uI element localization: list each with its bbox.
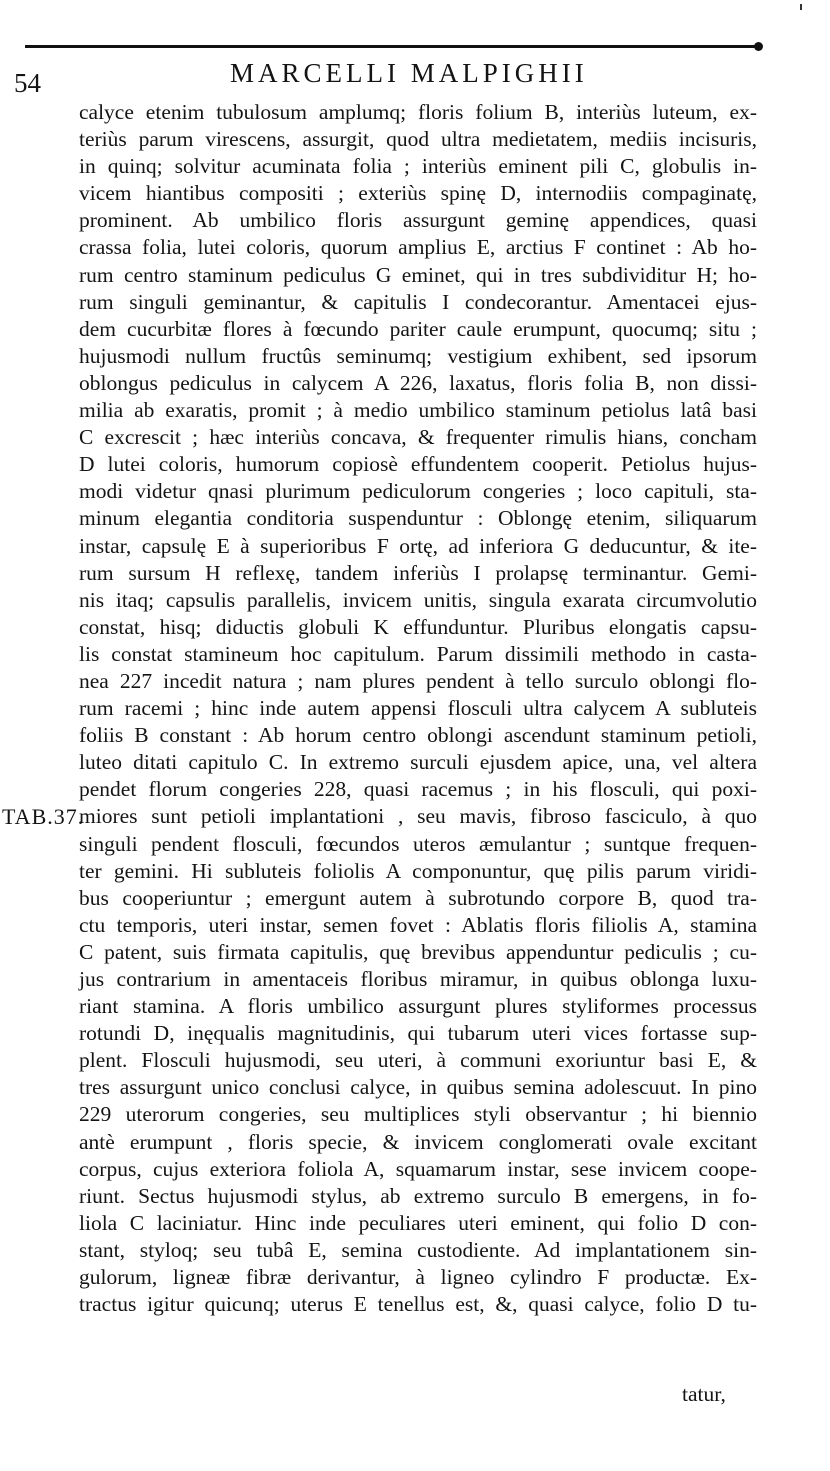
header-rule [25,45,760,48]
text-line: jus contrarium in amentaceis floribus miramur, in quibus oblonga luxu- [79,967,757,991]
text-line: teriùs parum virescens, assurgit, quod ultra medietatem, mediis incisuris, [79,127,757,152]
corner-mark [800,4,802,10]
text-line: instar, capsulę E à superioribus F ortę, ad inferiora G deducuntur, & ite- [79,533,757,558]
text-line: bus cooperiuntur ; emergunt autem à subrotundo corpore B, quod tra- [79,885,757,910]
text-line: minum elegantia conditoria suspenduntur : Oblongę etenim, siliquarum [79,506,757,531]
text-line: crassa folia, lutei coloris, quorum amplius E, arctius F continet : Ab ho- [79,235,757,260]
text-line: rum centro staminum pediculus G eminet, qui in tres subdividitur H; ho- [79,262,757,287]
text-line: nea 227 incedit natura ; nam plures pendent à tello surculo oblongi flo- [79,668,757,693]
text-line: rotundi D, inęqualis magnitudinis, qui tubarum uteri vices fortasse sup- [79,1021,757,1046]
text-line: rum racemi ; hinc inde autem appensi flosculi ultra calycem A subluteis [79,696,757,721]
text-line: singuli pendent flosculi, fœcundos uteros æmulantur ; suntque frequen- [79,831,757,856]
text-line: liola C laciniatur. Hinc inde peculiares uteri eminent, qui folio D con- [79,1210,757,1235]
rule-ornament-dot [754,42,763,51]
text-line: milia ab exaratis, promit ; à medio umbilico staminum petiolus latâ basi [79,398,757,423]
text-line: in quinq; solvitur acuminata folia ; interiùs eminent pili C, globulis in- [79,154,757,179]
text-line: oblongus pediculus in calycem A 226, laxatus, floris folia B, non dissi- [79,370,757,395]
margin-note-table-reference: TAB.37. [2,804,85,829]
text-line: rum sursum H reflexę, tandem inferiùs I prolapsę terminantur. Gemi- [79,560,757,585]
text-line: ter gemini. Hi subluteis foliolis A componuntur, quę pilis parum viridi- [79,858,757,883]
text-line: modi videtur qnasi plurimum pediculorum congeries ; loco capituli, sta- [79,479,757,504]
text-line: rum singuli geminantur, & capitulis I condecorantur. Amentacei ejus- [79,289,757,314]
text-line: tractus igitur quicunq; uterus E tenellus est, &, quasi calyce, folio D tu- [79,1292,757,1317]
text-line: lis constat stamineum hoc capitulum. Parum dissimili methodo in casta- [79,641,757,666]
text-line: constat, hisq; diductis globuli K effunduntur. Pluribus elongatis capsu- [79,614,757,639]
text-line: luteo ditati capitulo C. In extremo surculi ejusdem apice, una, vel altera [79,750,757,775]
text-line: miores sunt petioli implantationi , seu mavis, fibroso fasciculo, à quo [79,804,757,829]
text-line: corpus, cujus exteriora foliola A, squamarum instar, sese invicem coope- [79,1156,757,1181]
text-line: D lutei coloris, humorum copiosè effundentem cooperit. Petiolus hujus- [79,452,757,477]
text-line: tres assurgunt unico conclusi calyce, in quibus semina adolescuut. In pino [79,1075,757,1100]
text-line: foliis B constant : Ab horum centro oblongi ascendunt staminum petioli, [79,723,757,748]
text-line: pendet florum congeries 228, quasi racemus ; in his flosculi, qui poxi- [79,777,757,802]
text-line: 229 uterorum congeries, seu multiplices styli observantur ; hi biennio [79,1102,757,1127]
text-line: dem cucurbitæ flores à fœcundo pariter caule erumpunt, quocumq; situ ; [79,316,757,341]
text-line: stant, styloq; seu tubâ E, semina custodiente. Ad implantationem sin- [79,1237,757,1262]
catchword: tatur, [682,1382,726,1406]
text-line: prominent. Ab umbilico floris assurgunt geminę appendices, quasi [79,208,757,233]
text-line: hujusmodi nullum fructûs seminumq; vestigium exhibent, sed ipsorum [79,343,757,368]
text-line: vicem hiantibus compositi ; exteriùs spinę D, internodiis compaginatę, [79,181,757,206]
running-head: MARCELLI MALPIGHII [230,58,588,88]
text-line: C excrescit ; hæc interiùs concava, & frequenter rimulis hians, concham [79,425,757,450]
page-number: 54 [14,68,41,98]
text-line: riunt. Sectus hujusmodi stylus, ab extremo surculo B emergens, in fo- [79,1183,757,1208]
text-line: plent. Flosculi hujusmodi, seu uteri, à communi exoriuntur basi E, & [79,1048,757,1073]
body-text [79,99,757,1318]
text-line: nis itaq; capsulis parallelis, invicem unitis, singula exarata circumvolutio [79,587,757,612]
text-line: gulorum, ligneæ fibræ derivantur, à ligneo cylindro F productæ. Ex- [79,1265,757,1290]
text-line: antè erumpunt , floris specie, & invicem conglomerati ovale excitant [79,1129,757,1154]
text-line: C patent, suis firmata capitulis, quę brevibus appenduntur pediculis ; cu- [79,939,757,964]
text-line: calyce etenim tubulosum amplumq; floris folium B, interiùs luteum, ex- [79,100,757,124]
text-line: ctu temporis, uteri instar, semen fovet : Ablatis floris filiolis A, stamina [79,912,757,937]
text-line: riant stamina. A floris umbilico assurgunt plures styliformes processus [79,994,757,1019]
